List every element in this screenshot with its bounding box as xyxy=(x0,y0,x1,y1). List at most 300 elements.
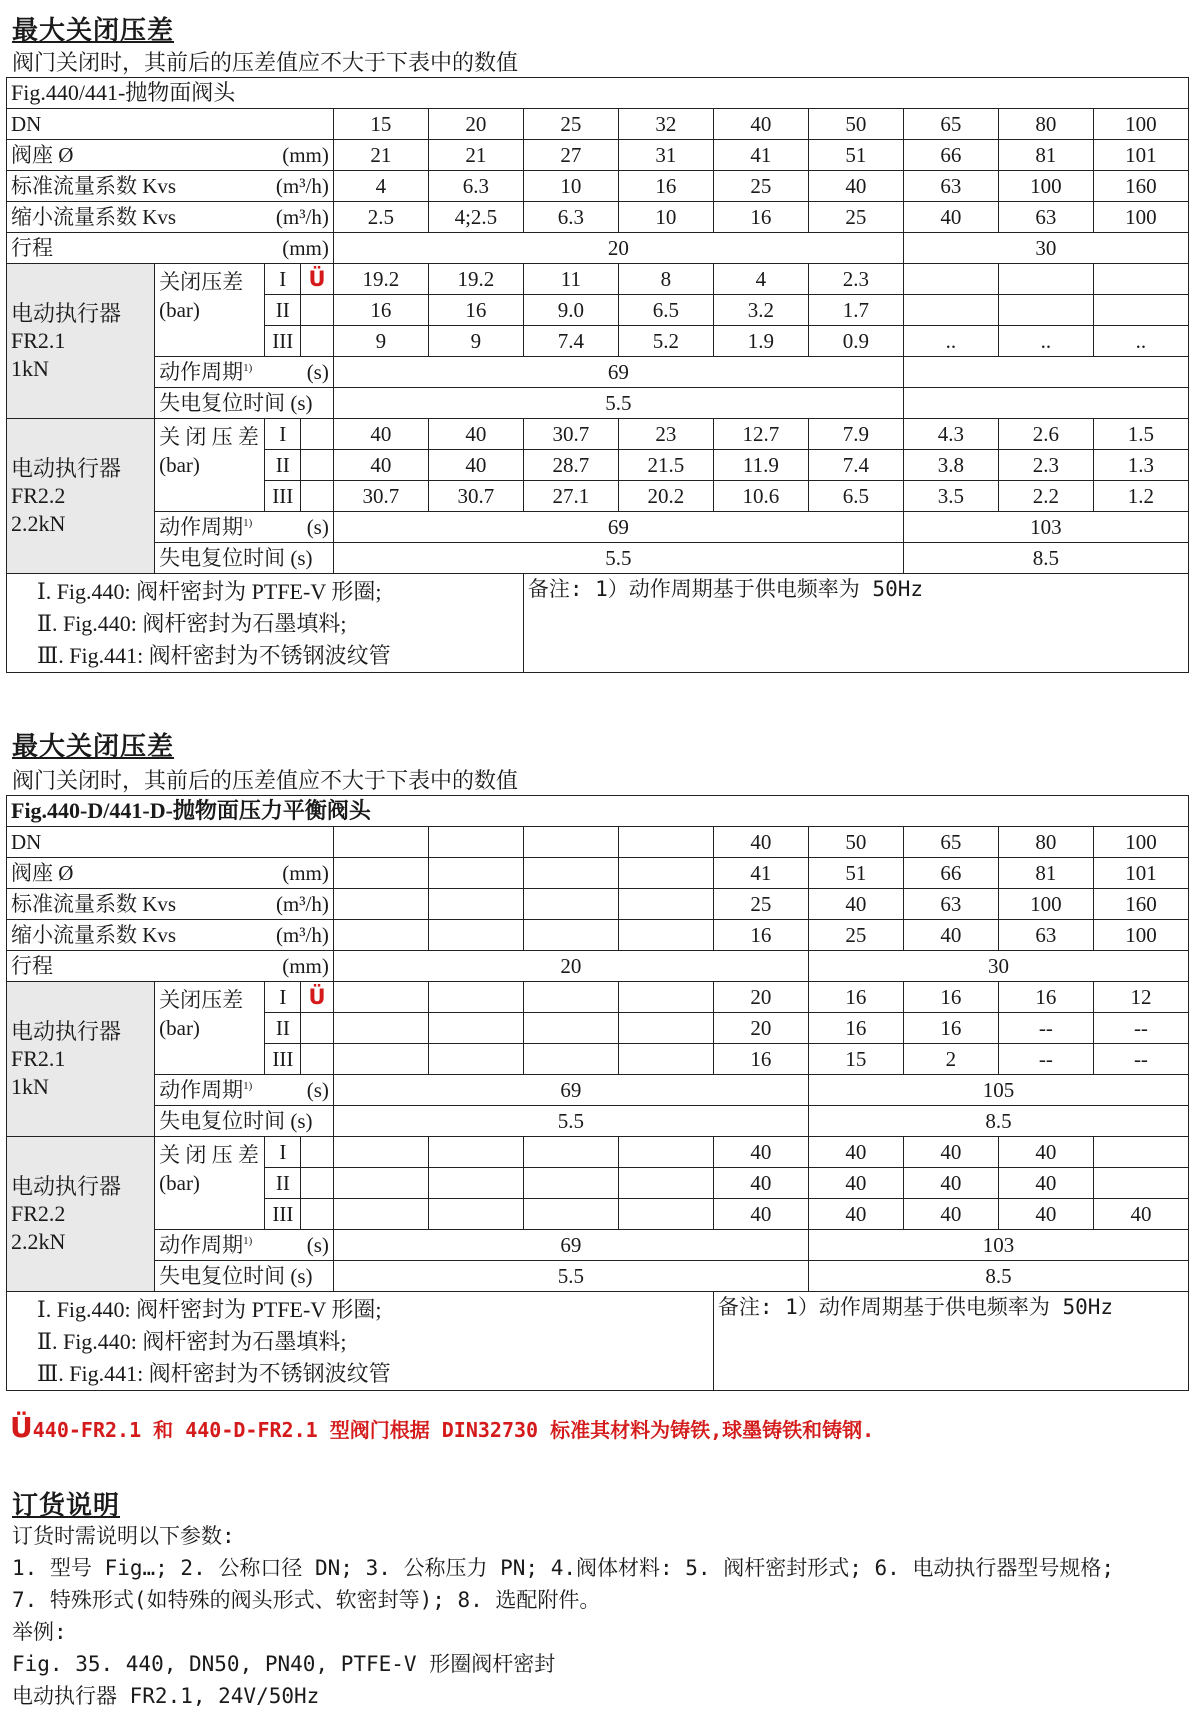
kvs-row xyxy=(7,889,1189,920)
value-cell: 2.6 xyxy=(998,419,1093,450)
cycle-label-text: 动作周期 xyxy=(159,1232,244,1257)
value-cell: 30.7 xyxy=(428,481,523,512)
value-cell: 51 xyxy=(808,140,903,171)
value-cell: 101 xyxy=(1093,858,1188,889)
value-cell: 23 xyxy=(618,419,713,450)
value-cell: 100 xyxy=(998,889,1093,920)
value-cell: -- xyxy=(998,1044,1093,1075)
value-cell xyxy=(903,264,998,295)
roman-numeral: II xyxy=(265,1168,301,1199)
dp-label-unit: (bar) xyxy=(159,1171,200,1196)
reset-label: 失电复位时间 (s) xyxy=(155,1106,334,1137)
actuator-name: 电动执行器 xyxy=(11,1173,122,1199)
value-cell: .. xyxy=(1093,326,1188,357)
reset-value: 5.5 xyxy=(333,543,903,574)
value-cell: 15 xyxy=(808,1044,903,1075)
cycle-label-text: 动作周期 xyxy=(159,1077,244,1102)
seal-note: Ⅱ. Fig.440: 阀杆密封为石墨填料; xyxy=(37,1329,347,1354)
value-cell: 9 xyxy=(333,326,428,357)
value-cell: 21 xyxy=(333,140,428,171)
row-label xyxy=(7,889,334,920)
value-cell: 3.5 xyxy=(903,481,998,512)
value-cell xyxy=(1093,295,1188,326)
value-cell: 5.2 xyxy=(618,326,713,357)
roman-numeral: II xyxy=(265,295,301,326)
value-cell: 16 xyxy=(903,1013,998,1044)
ordering-line: 电动执行器 FR2.1, 24V/50Hz xyxy=(12,1684,320,1708)
value-cell xyxy=(333,1044,428,1075)
value-cell: 6.5 xyxy=(618,295,713,326)
value-cell: 20.2 xyxy=(618,481,713,512)
footnote-ref: 1) xyxy=(243,1079,253,1092)
row-label xyxy=(7,827,334,858)
value-cell xyxy=(333,1013,428,1044)
value-cell: 9 xyxy=(428,326,523,357)
cycle-value: 69 xyxy=(333,1075,808,1106)
section1-heading: 最大关闭压差 xyxy=(12,16,175,46)
value-cell: 100 xyxy=(1093,109,1188,140)
roman-numeral: II xyxy=(265,450,301,481)
value-cell: 40 xyxy=(808,1137,903,1168)
value-cell: 63 xyxy=(998,920,1093,951)
dp-label xyxy=(155,264,265,357)
row-label xyxy=(7,233,334,264)
value-cell: 40 xyxy=(1093,1199,1188,1230)
value-cell xyxy=(428,1013,523,1044)
value-cell: 25 xyxy=(523,109,618,140)
row-label xyxy=(7,140,334,171)
actuator-label xyxy=(7,982,155,1137)
value-cell: 40 xyxy=(713,1168,808,1199)
dp-row xyxy=(7,419,1189,450)
value-cell: 30.7 xyxy=(523,419,618,450)
mark-cell xyxy=(301,295,334,326)
value-cell: 7.4 xyxy=(808,450,903,481)
value-cell xyxy=(903,295,998,326)
row-label xyxy=(7,951,334,982)
ordering-line: 1. 型号 Fig…; 2. 公称口径 DN; 3. 公称压力 PN; 4.阀体材料: 5. 阀杆密封形式; 6. 电动执行器型号规格; xyxy=(12,1556,1115,1580)
value-cell: 6.3 xyxy=(428,171,523,202)
value-cell: 63 xyxy=(903,889,998,920)
actuator-name: 电动执行器 xyxy=(11,455,122,481)
value-cell: 16 xyxy=(998,982,1093,1013)
value-cell: 100 xyxy=(1093,827,1188,858)
seal-note: Ⅱ. Fig.440: 阀杆密封为石墨填料; xyxy=(37,611,347,636)
row-label xyxy=(7,171,334,202)
value-cell xyxy=(333,982,428,1013)
seal-notes xyxy=(7,574,524,673)
row-label xyxy=(7,202,334,233)
cycle-unit: (s) xyxy=(306,359,329,384)
value-cell xyxy=(523,1013,618,1044)
row-label xyxy=(7,858,334,889)
remark: 备注: 1）动作周期基于供电频率为 50Hz xyxy=(523,574,1188,673)
value-cell xyxy=(428,1044,523,1075)
value-cell: 2.3 xyxy=(808,264,903,295)
value-cell xyxy=(333,889,428,920)
dp-label-unit: (bar) xyxy=(159,1016,200,1041)
value-cell: 65 xyxy=(903,109,998,140)
roman-numeral: II xyxy=(265,1013,301,1044)
mark-cell xyxy=(301,1044,334,1075)
actuator-label xyxy=(7,264,155,419)
value-cell xyxy=(618,982,713,1013)
value-cell xyxy=(428,1137,523,1168)
cycle-unit: (s) xyxy=(306,1232,329,1257)
value-cell xyxy=(428,858,523,889)
value-cell: 0.9 xyxy=(808,326,903,357)
value-cell: 2 xyxy=(903,1044,998,1075)
row-unit: (mm) xyxy=(282,860,329,885)
value-cell: 40 xyxy=(713,827,808,858)
value-cell: 66 xyxy=(903,140,998,171)
pressure-table-1 xyxy=(6,77,1189,673)
value-cell: 40 xyxy=(333,450,428,481)
value-cell xyxy=(618,920,713,951)
kvs-small-row xyxy=(7,202,1189,233)
value-cell xyxy=(428,1168,523,1199)
value-cell: 12 xyxy=(1093,982,1188,1013)
seal-note: Ⅲ. Fig.441: 阀杆密封为不锈钢波纹管 xyxy=(37,1361,391,1386)
value-cell: 19.2 xyxy=(428,264,523,295)
dp-label xyxy=(155,982,265,1075)
value-cell: 40 xyxy=(713,1199,808,1230)
actuator-force: 2.2kN xyxy=(11,510,66,536)
value-cell: 8 xyxy=(618,264,713,295)
material-footnote xyxy=(10,1411,874,1444)
dp-label-text: 关 闭 压 差 xyxy=(159,425,259,449)
dp-row xyxy=(7,1137,1189,1168)
cycle-value: 105 xyxy=(808,1075,1188,1106)
roman-numeral: I xyxy=(265,1137,301,1168)
cycle-row xyxy=(7,1230,1189,1261)
value-cell: 65 xyxy=(903,827,998,858)
value-cell: 40 xyxy=(903,1168,998,1199)
dn-row xyxy=(7,827,1189,858)
footnote-text: 440-FR2.1 和 440-D-FR2.1 型阀门根据 DIN32730 标准其材料为铸铁,球墨铸铁和铸钢. xyxy=(32,1418,875,1442)
mark-cell xyxy=(301,1013,334,1044)
footnote-ref: 1) xyxy=(243,1234,253,1247)
value-cell: 12.7 xyxy=(713,419,808,450)
reset-row xyxy=(7,1106,1189,1137)
value-cell: 20 xyxy=(713,982,808,1013)
value-cell xyxy=(618,858,713,889)
value-cell: 4;2.5 xyxy=(428,202,523,233)
stroke-row xyxy=(7,233,1189,264)
dp-label xyxy=(155,1137,265,1230)
value-cell: 40 xyxy=(713,1137,808,1168)
actuator-model: FR2.2 xyxy=(11,1201,66,1227)
dp-row xyxy=(7,982,1189,1013)
actuator-name: 电动执行器 xyxy=(11,300,122,326)
dp-label-unit: (bar) xyxy=(159,298,200,323)
value-cell: 1.9 xyxy=(713,326,808,357)
table-title-row xyxy=(7,796,1189,827)
row-unit: (mm) xyxy=(282,142,329,167)
reset-row xyxy=(7,388,1189,419)
reset-value: 5.5 xyxy=(333,388,903,419)
value-cell xyxy=(333,858,428,889)
value-cell: 40 xyxy=(998,1168,1093,1199)
value-cell xyxy=(428,1199,523,1230)
ordering-line: 举例: xyxy=(12,1620,67,1644)
pressure-table-2 xyxy=(6,795,1189,1391)
stroke-value: 30 xyxy=(903,233,1188,264)
value-cell: 50 xyxy=(808,827,903,858)
value-cell: 20 xyxy=(428,109,523,140)
dp-label-text: 关闭压差 xyxy=(159,988,244,1012)
row-label xyxy=(7,920,334,951)
value-cell xyxy=(618,1199,713,1230)
footnote-ref: 1) xyxy=(243,516,253,529)
value-cell xyxy=(618,1044,713,1075)
cycle-value: 69 xyxy=(333,512,903,543)
stroke-value: 30 xyxy=(808,951,1188,982)
row-unit: (mm) xyxy=(282,953,329,978)
row-label xyxy=(7,109,334,140)
value-cell: 15 xyxy=(333,109,428,140)
value-cell xyxy=(333,1137,428,1168)
seat-row xyxy=(7,140,1189,171)
value-cell xyxy=(998,264,1093,295)
value-cell: 20 xyxy=(713,1013,808,1044)
cycle-value: 103 xyxy=(808,1230,1188,1261)
value-cell: 81 xyxy=(998,858,1093,889)
reset-value: 8.5 xyxy=(903,543,1188,574)
dp-label-text: 关 闭 压 差 xyxy=(159,1143,259,1167)
value-cell: 16 xyxy=(713,920,808,951)
cycle-value: 69 xyxy=(333,357,903,388)
actuator-label xyxy=(7,419,155,574)
mark-cell xyxy=(301,1137,334,1168)
value-cell: 80 xyxy=(998,109,1093,140)
dp-label-text: 关闭压差 xyxy=(159,270,244,294)
value-cell: 16 xyxy=(333,295,428,326)
reset-label: 失电复位时间 (s) xyxy=(155,388,334,419)
value-cell: 41 xyxy=(713,858,808,889)
value-cell xyxy=(618,827,713,858)
value-cell: 100 xyxy=(1093,920,1188,951)
value-cell: 50 xyxy=(808,109,903,140)
value-cell: 16 xyxy=(713,202,808,233)
row-label-text: 阀座 Ø xyxy=(11,860,74,885)
row-label-text: 缩小流量系数 Kvs xyxy=(11,204,177,229)
cycle-value: 103 xyxy=(903,512,1188,543)
reset-value: 8.5 xyxy=(808,1261,1188,1292)
row-label-text: 行程 xyxy=(11,235,53,260)
ordering-line: Fig. 35. 440, DN50, PN40, PTFE-V 形圈阀杆密封 xyxy=(12,1652,556,1676)
value-cell: 21.5 xyxy=(618,450,713,481)
row-label-text: 缩小流量系数 Kvs xyxy=(11,922,177,947)
reset-value: 8.5 xyxy=(808,1106,1188,1137)
reset-value xyxy=(903,388,1188,419)
stroke-value: 20 xyxy=(333,233,903,264)
cycle-label xyxy=(155,357,334,388)
actuator-name: 电动执行器 xyxy=(11,1018,122,1044)
value-cell: 40 xyxy=(713,109,808,140)
value-cell xyxy=(428,889,523,920)
cycle-row xyxy=(7,512,1189,543)
table-title: Fig.440/441-抛物面阀头 xyxy=(7,78,1189,109)
seat-row xyxy=(7,858,1189,889)
value-cell: 40 xyxy=(903,202,998,233)
value-cell: 1.3 xyxy=(1093,450,1188,481)
value-cell: 32 xyxy=(618,109,713,140)
section1-subtitle: 阀门关闭时，其前后的压差值应不大于下表中的数值 xyxy=(12,51,519,76)
reset-value: 5.5 xyxy=(333,1106,808,1137)
actuator-force: 1kN xyxy=(11,1073,49,1099)
value-cell: 19.2 xyxy=(333,264,428,295)
dp-label-unit: (bar) xyxy=(159,453,200,478)
row-unit: (m³/h) xyxy=(275,204,329,229)
value-cell: 1.2 xyxy=(1093,481,1188,512)
cycle-row xyxy=(7,1075,1189,1106)
cycle-label xyxy=(155,512,334,543)
value-cell: 27.1 xyxy=(523,481,618,512)
ordering-heading: 订货说明 xyxy=(12,1491,121,1521)
value-cell: 16 xyxy=(428,295,523,326)
value-cell: 80 xyxy=(998,827,1093,858)
value-cell xyxy=(523,920,618,951)
value-cell xyxy=(1093,1168,1188,1199)
value-cell xyxy=(1093,264,1188,295)
actuator-model: FR2.2 xyxy=(11,483,66,509)
value-cell: 3.2 xyxy=(713,295,808,326)
value-cell: 9.0 xyxy=(523,295,618,326)
reset-row xyxy=(7,1261,1189,1292)
row-label-text: 行程 xyxy=(11,953,53,978)
value-cell: 40 xyxy=(998,1199,1093,1230)
cycle-value xyxy=(903,357,1188,388)
value-cell: 21 xyxy=(428,140,523,171)
cycle-label xyxy=(155,1230,334,1261)
value-cell: 6.5 xyxy=(808,481,903,512)
ordering-line: 7. 特殊形式(如特殊的阀头形式、软密封等); 8. 选配附件。 xyxy=(12,1588,601,1612)
value-cell: 31 xyxy=(618,140,713,171)
value-cell: 40 xyxy=(808,171,903,202)
value-cell: 11 xyxy=(523,264,618,295)
value-cell xyxy=(1093,1137,1188,1168)
value-cell: 100 xyxy=(1093,202,1188,233)
value-cell xyxy=(428,982,523,1013)
value-cell xyxy=(618,889,713,920)
stroke-value: 20 xyxy=(333,951,808,982)
value-cell: 40 xyxy=(808,1168,903,1199)
value-cell: 40 xyxy=(903,1137,998,1168)
actuator-force: 2.2kN xyxy=(11,1228,66,1254)
roman-numeral: I xyxy=(265,419,301,450)
value-cell: 2.2 xyxy=(998,481,1093,512)
value-cell: 16 xyxy=(903,982,998,1013)
value-cell: 100 xyxy=(998,171,1093,202)
mark-cell xyxy=(301,1199,334,1230)
dn-row xyxy=(7,109,1189,140)
seal-note: Ⅰ. Fig.440: 阀杆密封为 PTFE-V 形圈; xyxy=(37,1297,382,1322)
reset-value: 5.5 xyxy=(333,1261,808,1292)
value-cell: 40 xyxy=(903,920,998,951)
dp-row xyxy=(7,264,1189,295)
u-mark-icon: Ü xyxy=(301,982,334,1013)
table-title: Fig.440-D/441-D-抛物面压力平衡阀头 xyxy=(7,796,1189,827)
roman-numeral: III xyxy=(265,481,301,512)
cycle-unit: (s) xyxy=(306,1077,329,1102)
value-cell xyxy=(998,295,1093,326)
value-cell: 101 xyxy=(1093,140,1188,171)
value-cell: 40 xyxy=(998,1137,1093,1168)
ordering-line: 订货时需说明以下参数: xyxy=(12,1524,235,1548)
value-cell xyxy=(333,1168,428,1199)
roman-numeral: I xyxy=(265,982,301,1013)
value-cell: 7.4 xyxy=(523,326,618,357)
row-unit: (m³/h) xyxy=(275,173,329,198)
notes-row xyxy=(7,1292,1189,1391)
cycle-value: 69 xyxy=(333,1230,808,1261)
value-cell: 40 xyxy=(428,419,523,450)
value-cell: 81 xyxy=(998,140,1093,171)
value-cell: 63 xyxy=(903,171,998,202)
value-cell: 4 xyxy=(333,171,428,202)
value-cell: 63 xyxy=(998,202,1093,233)
value-cell xyxy=(523,889,618,920)
cycle-row xyxy=(7,357,1189,388)
value-cell: 25 xyxy=(808,202,903,233)
value-cell: 40 xyxy=(333,419,428,450)
value-cell: 2.3 xyxy=(998,450,1093,481)
value-cell: 16 xyxy=(618,171,713,202)
value-cell: 4.3 xyxy=(903,419,998,450)
value-cell xyxy=(523,1168,618,1199)
seal-note: Ⅲ. Fig.441: 阀杆密封为不锈钢波纹管 xyxy=(37,643,391,668)
cycle-unit: (s) xyxy=(306,514,329,539)
u-mark-icon: Ü xyxy=(301,264,334,295)
value-cell: -- xyxy=(1093,1044,1188,1075)
value-cell: .. xyxy=(998,326,1093,357)
value-cell: 66 xyxy=(903,858,998,889)
kvs-small-row xyxy=(7,920,1189,951)
roman-numeral: I xyxy=(265,264,301,295)
value-cell xyxy=(523,858,618,889)
cycle-label-text: 动作周期 xyxy=(159,514,244,539)
value-cell: 10 xyxy=(618,202,713,233)
value-cell: .. xyxy=(903,326,998,357)
value-cell xyxy=(523,827,618,858)
actuator-model: FR2.1 xyxy=(11,328,66,354)
mark-cell xyxy=(301,1168,334,1199)
section2-subtitle: 阀门关闭时，其前后的压差值应不大于下表中的数值 xyxy=(12,769,519,794)
value-cell: 160 xyxy=(1093,171,1188,202)
value-cell: 16 xyxy=(713,1044,808,1075)
row-unit: (mm) xyxy=(282,235,329,260)
value-cell xyxy=(333,920,428,951)
value-cell: 25 xyxy=(713,171,808,202)
row-unit: (m³/h) xyxy=(275,922,329,947)
value-cell xyxy=(618,1137,713,1168)
value-cell: 27 xyxy=(523,140,618,171)
value-cell xyxy=(333,1199,428,1230)
value-cell: 25 xyxy=(713,889,808,920)
value-cell: 4 xyxy=(713,264,808,295)
cycle-label-text: 动作周期 xyxy=(159,359,244,384)
value-cell: 10 xyxy=(523,171,618,202)
remark: 备注: 1）动作周期基于供电频率为 50Hz xyxy=(713,1292,1188,1391)
value-cell: 2.5 xyxy=(333,202,428,233)
value-cell: 41 xyxy=(713,140,808,171)
value-cell: 40 xyxy=(428,450,523,481)
roman-numeral: III xyxy=(265,326,301,357)
value-cell: -- xyxy=(998,1013,1093,1044)
value-cell xyxy=(523,982,618,1013)
value-cell: 40 xyxy=(808,1199,903,1230)
